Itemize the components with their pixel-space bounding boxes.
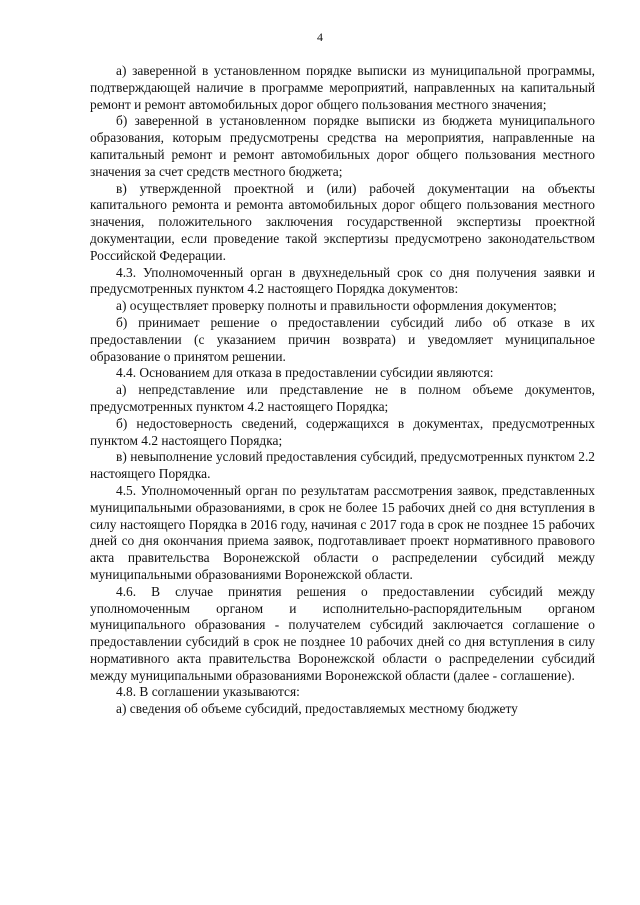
paragraph: 4.5. Уполномоченный орган по результатам рассмотрения заявок, представленных муниципальными образованиями, в срок не более 15 рабочих дней со дня вступления в силу настоящего Порядка в 2016 году, начиная с 2017 года в срок не позднее 15 рабочих дней со дня окончания приема заявок, подготавливает проект нормативного правового акта правительства Воронежской области о распределении субсидий между муниципальными образованиями Воронежской области. xyxy=(90,482,595,582)
paragraph: 4.6. В случае принятия решения о предоставлении субсидий между уполномоченным органом и исполнительно-распорядительным органом муниципального образования - получателем субсидий заключается соглашение о предоставлении субсидий в срок не позднее 10 рабочих дней со дня вступления в силу нормативного акта правительства Воронежской области о распределении субсидий между муниципальными образованиями Воронежской области (далее - соглашение). xyxy=(90,583,595,683)
paragraph: в) утвержденной проектной и (или) рабочей документации на объекты капитального ремонта и ремонта автомобильных дорог общего пользования местного значения, положительного заключения государственной экспертизы проектной документации, если проведение такой экспертизы предусмотрено законодательством Российской Федерации. xyxy=(90,180,595,263)
paragraph: а) заверенной в установленном порядке выписки из муниципальной программы, подтверждающей наличие в программе мероприятий, направленных на капитальный ремонт и ремонт автомобильных дорог общего пользования местного значения; xyxy=(90,63,595,112)
document-body xyxy=(90,63,595,718)
paragraph: б) недостоверность сведений, содержащихся в документах, предусмотренных пунктом 4.2 настоящего Порядка; xyxy=(90,415,595,448)
paragraph: 4.8. В соглашении указываются: xyxy=(116,684,300,700)
paragraph: в) невыполнение условий предоставления субсидий, предусмотренных пунктом 2.2 настоящего Порядка. xyxy=(90,449,595,482)
paragraph: а) непредставление или представление не в полном объеме документов, предусмотренных пунктом 4.2 настоящего Порядка; xyxy=(90,382,595,414)
paragraph: 4.3. Уполномоченный орган в двухнедельный срок со дня получения заявки и предусмотренных пунктом 4.2 настоящего Порядка документов: xyxy=(90,264,595,297)
paragraph: а) сведения об объеме субсидий, предоставляемых местному бюджету xyxy=(116,701,518,717)
paragraph: б) принимает решение о предоставлении субсидий либо об отказе в их предоставлении (с указанием причин возврата) и уведомляет муниципальное образование о принятом решении. xyxy=(90,314,595,364)
paragraph: а) осуществляет проверку полноты и правильности оформления документов; xyxy=(116,298,557,314)
page-number: 4 xyxy=(317,30,323,44)
paragraph: б) заверенной в установленном порядке выписки из бюджета муниципального образования, которым предусмотрены средства на мероприятия, направленные на капитальный ремонт и ремонт автомобильных дорог общего пользования местного значения за счет средств местного бюджета; xyxy=(90,113,595,179)
paragraph: 4.4. Основанием для отказа в предоставлении субсидии являются: xyxy=(116,365,494,381)
